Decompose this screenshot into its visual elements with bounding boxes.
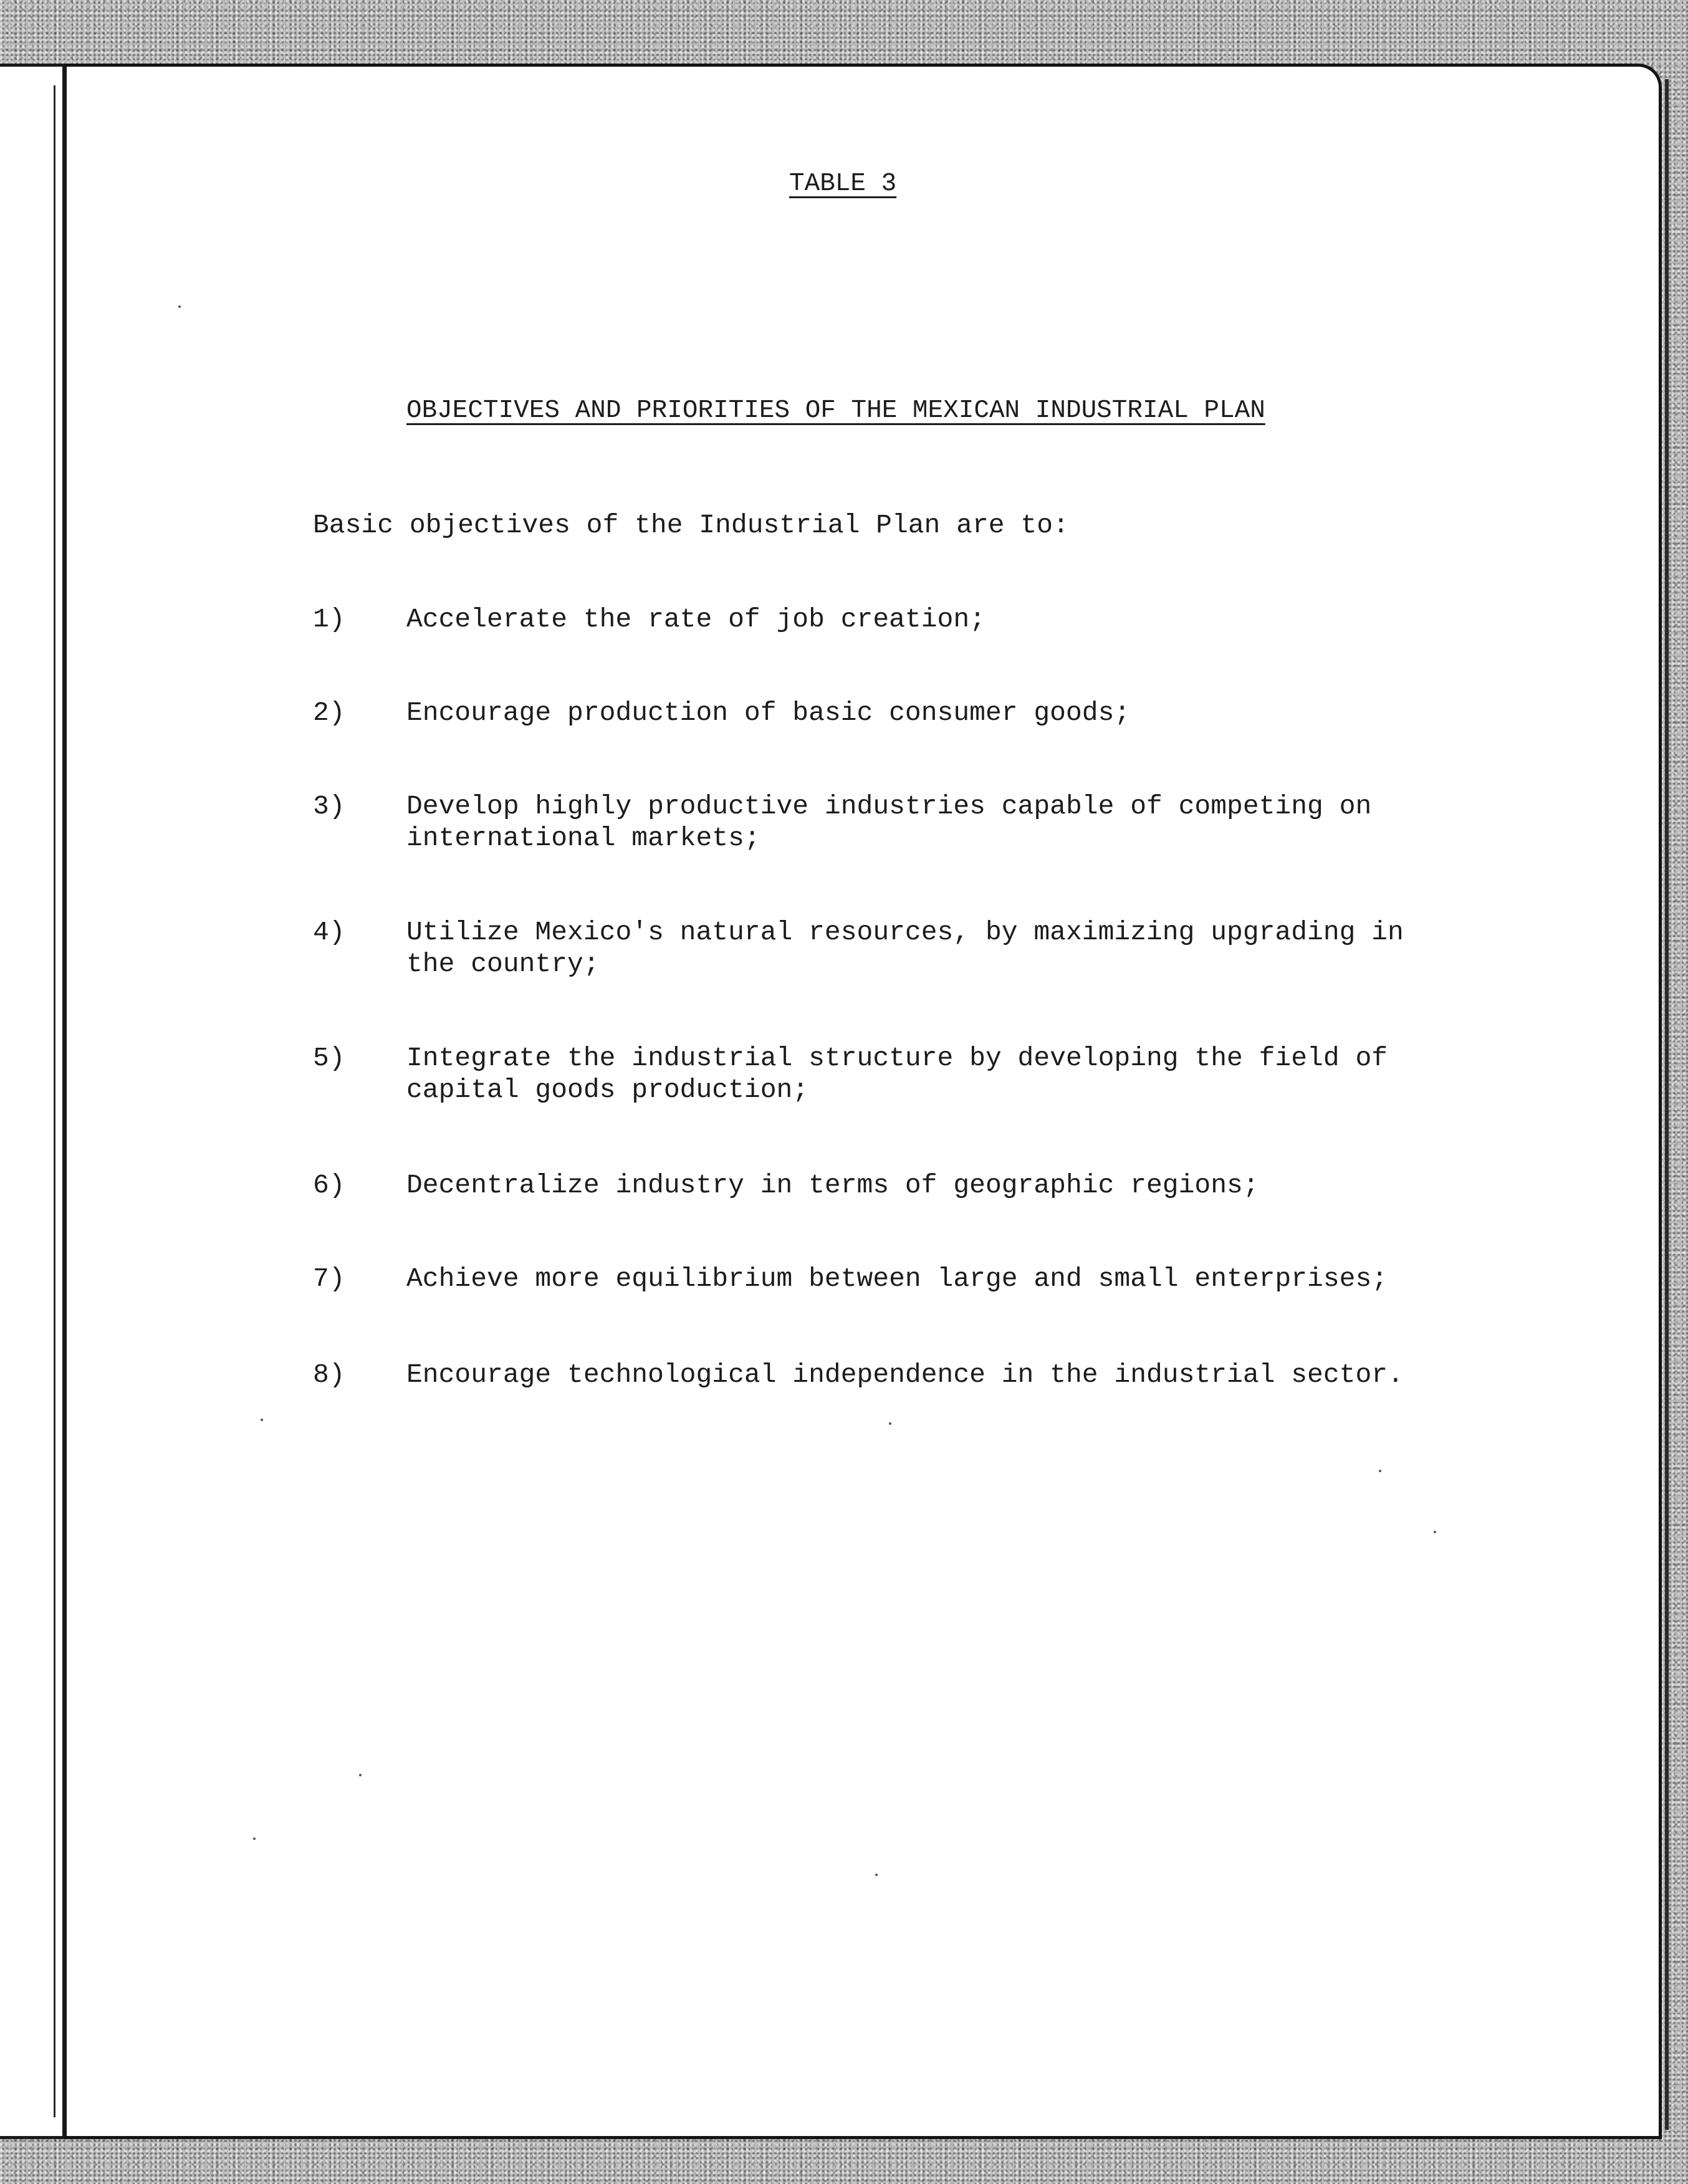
scan-speck: [253, 1837, 256, 1840]
scan-speck: [359, 1774, 362, 1776]
objective-text: Decentralize industry in terms of geographic regions;: [406, 1170, 1259, 1200]
scan-speck: [178, 305, 181, 308]
page-edge: [1665, 79, 1669, 2130]
binder-line: [54, 85, 55, 2117]
objective-text: Encourage production of basic consumer goods;: [406, 697, 1131, 728]
objective-number: 3): [313, 791, 345, 821]
objective-text: Accelerate the rate of job creation;: [406, 604, 985, 635]
objective-text: Encourage technological independence in the industrial sector.: [406, 1359, 1404, 1390]
document-title: OBJECTIVES AND PRIORITIES OF THE MEXICAN INDUSTRIAL PLAN: [406, 396, 1265, 425]
scan-speck: [1434, 1531, 1436, 1533]
table-label: TABLE 3: [789, 170, 897, 198]
objective-number: 1): [313, 604, 345, 635]
objective-text: Develop highly productive industries capable of competing on international markets;: [406, 791, 1372, 853]
objective-number: 6): [313, 1170, 345, 1200]
objective-number: 8): [313, 1359, 345, 1390]
objective-number: 7): [313, 1263, 345, 1294]
objective-number: 4): [313, 917, 345, 947]
scan-speck: [1379, 1470, 1381, 1472]
objective-number: 2): [313, 697, 345, 728]
objective-text: Integrate the industrial structure by developing the field of capital goods production;: [406, 1043, 1388, 1105]
objective-number: 5): [313, 1043, 345, 1073]
intro-text: Basic objectives of the Industrial Plan are to:: [313, 510, 1069, 540]
objective-text: Achieve more equilibrium between large and small enterprises;: [406, 1263, 1388, 1294]
scan-speck: [875, 1874, 878, 1876]
binder-strip: [0, 64, 65, 2139]
objective-text: Utilize Mexico's natural resources, by maximizing upgrading in the country;: [406, 917, 1404, 979]
scan-speck: [261, 1419, 263, 1421]
scan-speck: [889, 1422, 891, 1425]
